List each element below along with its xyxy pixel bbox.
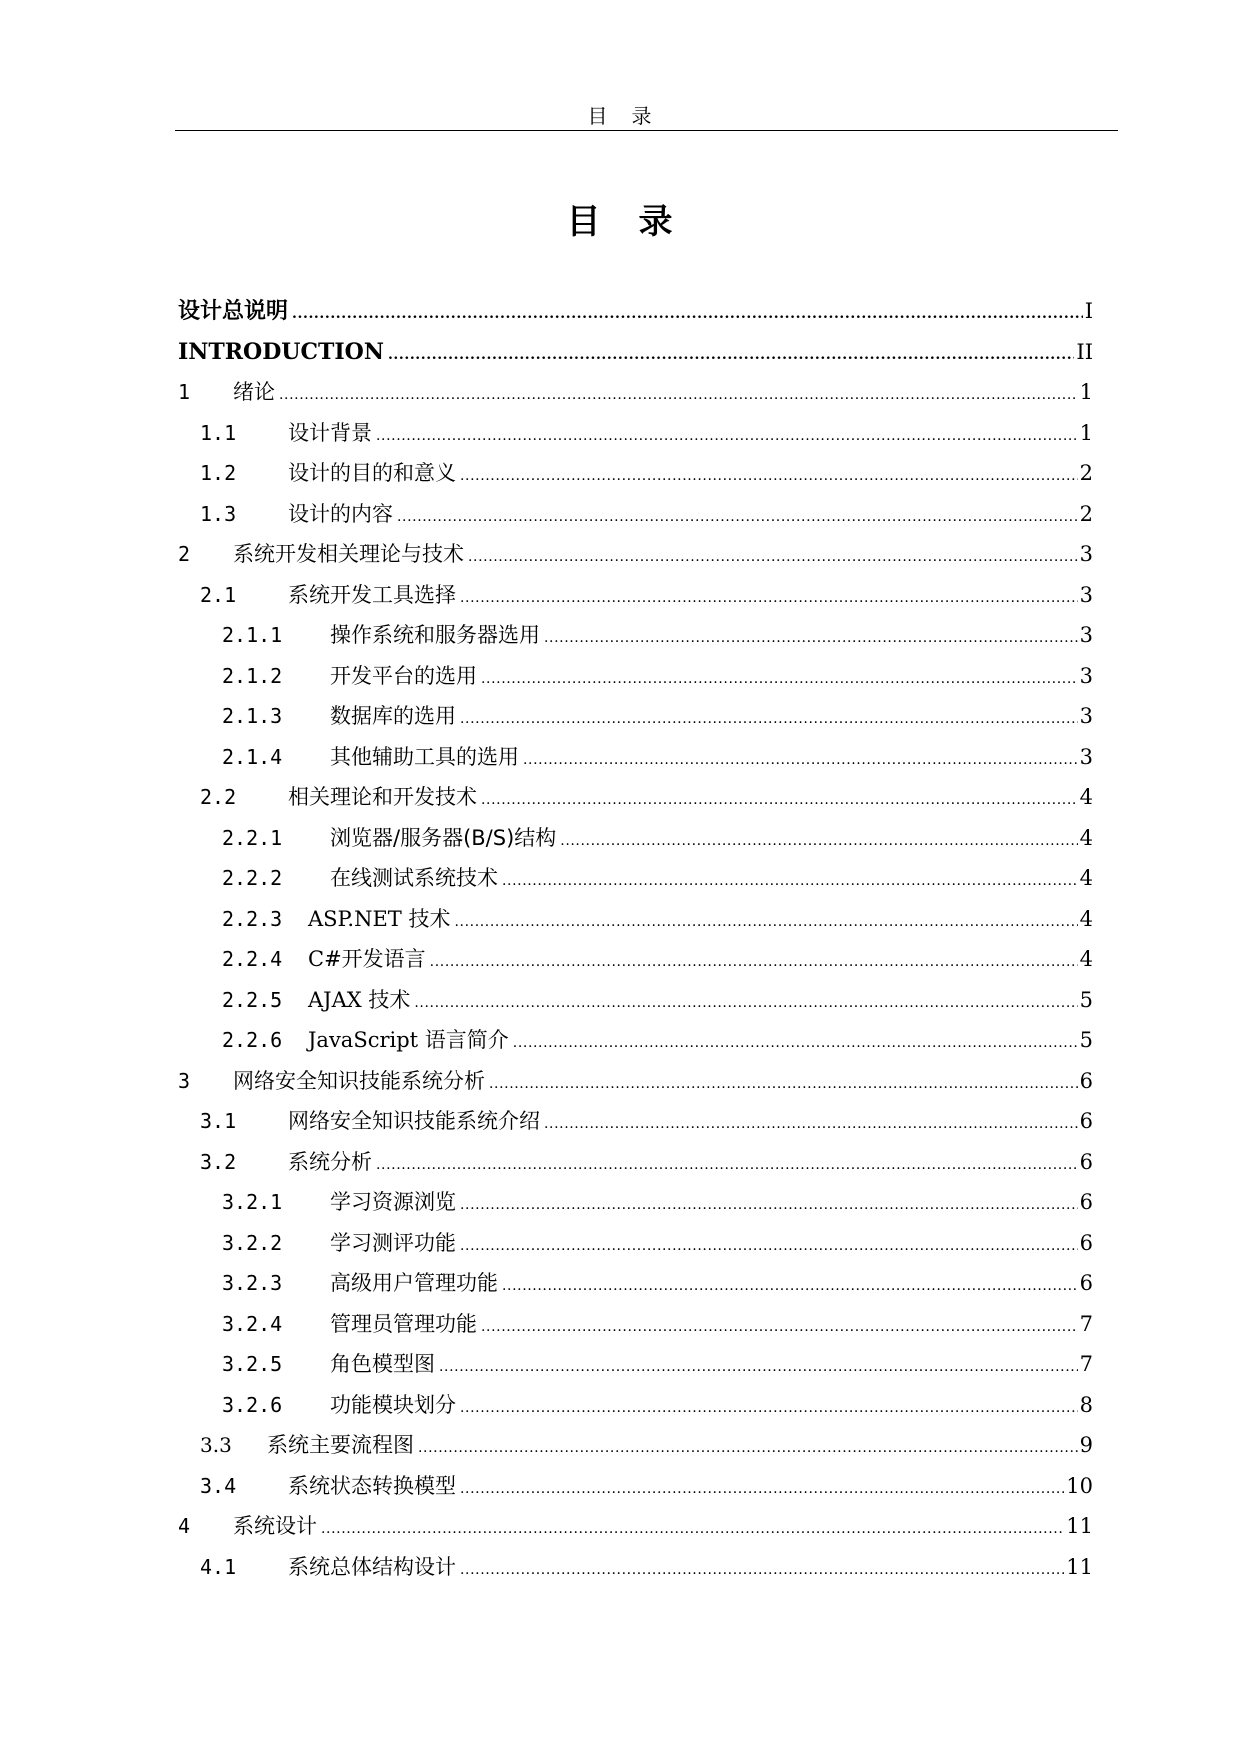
toc-dot-leader: [414, 983, 1077, 1024]
toc-entry-number: 2: [178, 542, 191, 566]
toc-entry-number: 2.1.1: [222, 623, 283, 647]
toc-dot-leader: [460, 1185, 1078, 1226]
toc-entry-number: 1.2: [200, 461, 237, 485]
toc-entry-title: 管理员管理功能: [330, 1311, 477, 1336]
toc-dot-leader: [455, 902, 1078, 943]
toc-entry-number: 2.2.5: [222, 987, 283, 1012]
toc-entry[interactable]: [178, 858, 1093, 899]
toc-entry-title: 操作系统和服务器选用: [330, 623, 540, 647]
toc-entry-title: 在线测试系统技术: [330, 866, 498, 890]
toc-entry-page-number: 4: [1079, 866, 1093, 890]
toc-entry-title: 角色模型图: [330, 1352, 435, 1376]
toc-entry-page-number: 6: [1079, 1068, 1093, 1093]
toc-dot-leader: [468, 537, 1078, 578]
toc-entry[interactable]: [178, 1020, 1093, 1061]
toc-dot-leader: [460, 578, 1078, 619]
toc-entry[interactable]: [178, 534, 1093, 575]
toc-entry-page-number: 6: [1079, 1190, 1093, 1214]
toc-dot-leader: [460, 1550, 1064, 1591]
toc-dot-leader: [460, 1469, 1064, 1510]
toc-entry[interactable]: [178, 1506, 1093, 1547]
toc-entry-title: 系统分析: [288, 1149, 372, 1174]
toc-entry-page-number: 6: [1079, 1271, 1093, 1295]
toc-entry-title: 系统设计: [233, 1514, 317, 1538]
toc-entry-number: 2.2.3: [222, 906, 283, 931]
toc-entry-number: 3.3: [200, 1433, 232, 1457]
toc-entry[interactable]: [178, 1304, 1093, 1345]
toc-entry[interactable]: [178, 777, 1093, 818]
toc-entry[interactable]: [178, 899, 1093, 940]
toc-entry-title: 浏览器/服务器(B/S)结构: [330, 825, 557, 850]
toc-entry-page-number: 4: [1079, 825, 1093, 850]
toc-dot-leader: [523, 740, 1078, 781]
toc-entry-page-number: 3: [1079, 704, 1093, 728]
toc-entry-page-number: 7: [1079, 1352, 1093, 1376]
toc-entry-page-number: 9: [1079, 1433, 1093, 1457]
toc-entry-title: 其他辅助工具的选用: [330, 744, 519, 769]
toc-entry[interactable]: [178, 453, 1093, 494]
toc-entry-number: 3.2.6: [222, 1392, 283, 1417]
toc-entry-number: 3.1: [200, 1109, 237, 1133]
toc-entry-title: 开发平台的选用: [330, 663, 477, 688]
toc-entry-page-number: II: [1076, 339, 1093, 364]
toc-entry-page-number: I: [1084, 299, 1093, 323]
toc-entry-number: 2.2.2: [222, 866, 283, 890]
toc-entry-title: JavaScript 语言简介: [308, 1028, 509, 1052]
toc-dot-leader: [460, 456, 1078, 497]
toc-dot-leader: [513, 1023, 1078, 1064]
toc-dot-leader: [376, 416, 1078, 457]
toc-entry-title: 高级用户管理功能: [330, 1271, 498, 1295]
toc-dot-leader: [397, 497, 1078, 538]
toc-dot-leader: [544, 1104, 1078, 1145]
toc-entry-title: 系统总体结构设计: [288, 1554, 456, 1579]
toc-entry-page-number: 3: [1079, 744, 1093, 769]
toc-dot-leader: [388, 335, 1074, 376]
toc-entry-number: 4: [178, 1514, 191, 1538]
toc-dot-leader: [481, 659, 1078, 700]
toc-entry-title: 数据库的选用: [330, 704, 456, 728]
toc-entry-title: AJAX 技术: [308, 987, 411, 1012]
toc-entry-title: 设计总说明: [178, 298, 289, 324]
toc-entry-title: ASP.NET 技术: [308, 906, 451, 931]
toc-entry[interactable]: [178, 818, 1093, 859]
toc-entry-page-number: 6: [1079, 1149, 1093, 1174]
page-title: 目 录: [566, 202, 675, 242]
toc-entry[interactable]: [178, 1223, 1093, 1264]
toc-entry-title: 学习测评功能: [330, 1230, 456, 1255]
toc-entry-title: 相关理论和开发技术: [288, 785, 477, 809]
toc-entry-title: 网络安全知识技能系统介绍: [288, 1109, 540, 1133]
toc-entry-title: 绪论: [233, 380, 275, 404]
toc-entry[interactable]: [178, 737, 1093, 778]
toc-dot-leader: [439, 1347, 1078, 1388]
toc-entry-title: 系统主要流程图: [267, 1433, 414, 1457]
toc-dot-leader: [544, 618, 1078, 659]
toc-entry-title: 系统开发相关理论与技术: [233, 542, 464, 566]
toc-entry-number: 2.1.2: [222, 663, 283, 688]
toc-dot-leader: [481, 1307, 1078, 1348]
toc-dot-leader: [489, 1064, 1078, 1105]
toc-entry[interactable]: [178, 1101, 1093, 1142]
toc-entry-page-number: 5: [1079, 987, 1093, 1012]
toc-dot-leader: [502, 1266, 1078, 1307]
toc-entry-page-number: 10: [1066, 1473, 1093, 1498]
toc-entry[interactable]: [178, 980, 1093, 1021]
toc-dot-leader: [292, 294, 1083, 335]
toc-entry-page-number: 5: [1079, 1028, 1093, 1052]
toc-entry-number: 3.2.2: [222, 1230, 283, 1255]
toc-entry-page-number: 3: [1079, 623, 1093, 647]
toc-entry-page-number: 6: [1079, 1109, 1093, 1133]
toc-entry[interactable]: [178, 1425, 1093, 1466]
toc-entry-page-number: 2: [1079, 461, 1093, 485]
toc-entry-title: 设计的目的和意义: [288, 461, 456, 485]
toc-entry-title: 系统开发工具选择: [288, 582, 456, 607]
toc-entry[interactable]: [178, 413, 1093, 454]
toc-entry[interactable]: [178, 1142, 1093, 1183]
toc-entry-number: 2.2.1: [222, 825, 283, 850]
toc-entry[interactable]: [178, 1466, 1093, 1507]
toc-entry-number: 3.2.5: [222, 1352, 283, 1376]
toc-dot-leader: [481, 780, 1078, 821]
toc-entry[interactable]: [178, 332, 1093, 373]
toc-entry-number: 2.1.4: [222, 744, 283, 769]
toc-dot-leader: [279, 375, 1078, 416]
toc-entry[interactable]: [178, 1385, 1093, 1426]
toc-entry-title: 功能模块划分: [330, 1392, 456, 1417]
header-rule: [175, 130, 1118, 131]
toc-entry-page-number: 3: [1079, 663, 1093, 688]
toc-entry-page-number: 2: [1079, 501, 1093, 526]
toc-entry-page-number: 3: [1079, 542, 1093, 566]
toc-entry-page-number: 8: [1079, 1392, 1093, 1417]
toc-entry-number: 3.2.1: [222, 1190, 283, 1214]
toc-entry-number: 2.1.3: [222, 704, 283, 728]
toc-entry-number: 4.1: [200, 1554, 237, 1579]
toc-entry-page-number: 4: [1079, 785, 1093, 809]
toc-entry-number: 2.2.4: [222, 947, 283, 971]
toc-entry-number: 1: [178, 380, 191, 404]
toc-entry[interactable]: [178, 939, 1093, 980]
toc-entry-page-number: 1: [1079, 380, 1093, 404]
toc-dot-leader: [321, 1509, 1064, 1550]
toc-dot-leader: [460, 1226, 1078, 1267]
toc-entry-page-number: 11: [1066, 1514, 1093, 1538]
toc-entry-number: 2.2: [200, 785, 237, 809]
toc-entry-number: 3.2.3: [222, 1271, 283, 1295]
toc-entry-page-number: 4: [1079, 906, 1093, 931]
toc-dot-leader: [418, 1428, 1078, 1469]
toc-entry[interactable]: [178, 575, 1093, 616]
toc-entry-number: 2.2.6: [222, 1028, 283, 1052]
toc-entry[interactable]: [178, 1547, 1093, 1588]
toc-entry[interactable]: [178, 656, 1093, 697]
toc-entry-number: 2.1: [200, 582, 237, 607]
toc-entry-title: 设计的内容: [288, 501, 393, 526]
toc-entry-page-number: 3: [1079, 582, 1093, 607]
toc-dot-leader: [430, 942, 1078, 983]
toc-entry[interactable]: [178, 1061, 1093, 1102]
toc-entry-number: 1.1: [200, 420, 237, 445]
toc-entry-number: 3.2: [200, 1149, 237, 1174]
toc-entry-title: 设计背景: [288, 420, 372, 445]
toc-entry-title: 网络安全知识技能系统分析: [233, 1068, 485, 1093]
toc-entry-title: INTRODUCTION: [178, 338, 384, 365]
toc-dot-leader: [502, 861, 1078, 902]
running-header: 目 录: [587, 104, 654, 128]
toc-entry[interactable]: [178, 696, 1093, 737]
toc-entry-page-number: 1: [1079, 420, 1093, 445]
toc-entry-page-number: 7: [1079, 1311, 1093, 1336]
toc-dot-leader: [460, 1388, 1078, 1429]
toc-entry-page-number: 11: [1066, 1554, 1093, 1579]
toc-entry[interactable]: [178, 1263, 1093, 1304]
toc-entry[interactable]: [178, 1182, 1093, 1223]
toc-entry-number: 3: [178, 1068, 191, 1093]
toc-entry-page-number: 4: [1079, 947, 1093, 971]
toc-entry[interactable]: [178, 291, 1093, 332]
toc-dot-leader: [460, 699, 1078, 740]
toc-entry[interactable]: [178, 1344, 1093, 1385]
table-of-contents: [178, 291, 1093, 1587]
toc-entry-number: 3.4: [200, 1473, 237, 1498]
toc-entry-number: 1.3: [200, 501, 237, 526]
toc-dot-leader: [376, 1145, 1078, 1186]
toc-entry[interactable]: [178, 494, 1093, 535]
toc-entry-number: 3.2.4: [222, 1311, 283, 1336]
toc-entry-title: 系统状态转换模型: [288, 1473, 456, 1498]
toc-dot-leader: [560, 821, 1077, 862]
toc-entry-page-number: 6: [1079, 1230, 1093, 1255]
toc-entry-title: C#开发语言: [308, 947, 426, 971]
toc-entry[interactable]: [178, 615, 1093, 656]
toc-entry[interactable]: [178, 372, 1093, 413]
toc-entry-title: 学习资源浏览: [330, 1190, 456, 1214]
